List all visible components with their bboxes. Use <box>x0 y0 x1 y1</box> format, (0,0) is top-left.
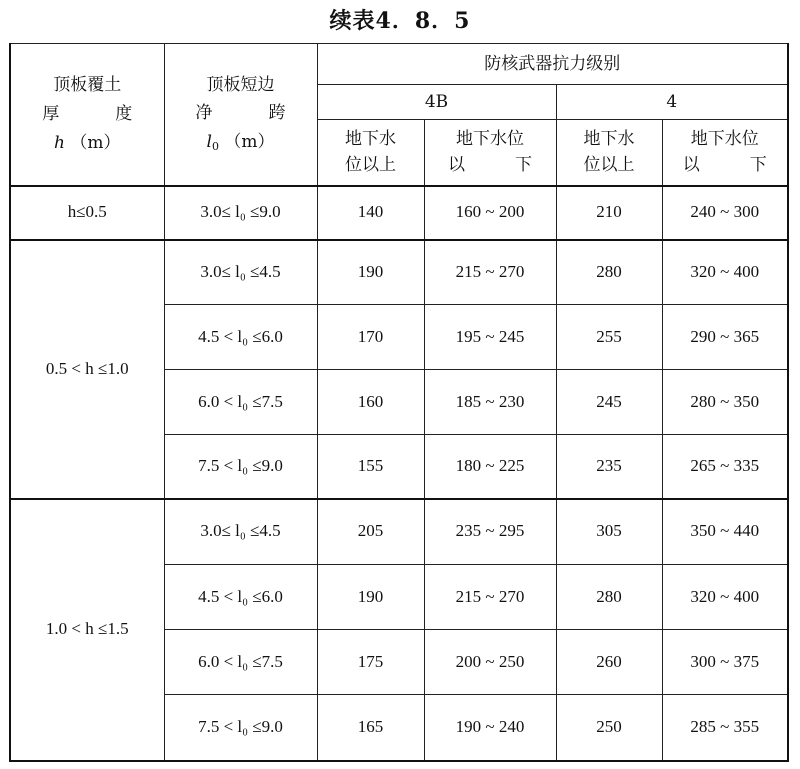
cell-value: 245 <box>556 370 662 435</box>
header-short-span: 顶板短边 净 跨 $l_0$ （m） <box>164 44 317 186</box>
cell-value: 210 <box>556 186 662 240</box>
cell-value: 305 <box>556 499 662 565</box>
cell-value: 235 <box>556 435 662 499</box>
cell-value: 240 ~ 300 <box>662 186 788 240</box>
cell-value: 215 ~ 270 <box>424 565 556 630</box>
cell-soil-thickness: 1.0 < h ≤1.5 <box>10 499 164 761</box>
cell-value: 190 ~ 240 <box>424 695 556 761</box>
cell-short-span: 3.0≤ l₀ ≤4.5 <box>164 240 317 305</box>
cell-short-span: 7.5 < l₀ ≤9.0 <box>164 695 317 761</box>
cell-value: 155 <box>317 435 424 499</box>
cell-value: 290 ~ 365 <box>662 305 788 370</box>
cell-soil-thickness: 0.5 < h ≤1.0 <box>10 240 164 499</box>
cell-short-span: 6.0 < l₀ ≤7.5 <box>164 370 317 435</box>
table-row <box>10 186 788 240</box>
cell-value: 190 <box>317 565 424 630</box>
header-level-4b: 4B <box>317 85 556 120</box>
cell-value: 300 ~ 375 <box>662 630 788 695</box>
cell-short-span: 7.5 < l₀ ≤9.0 <box>164 435 317 499</box>
cell-value: 350 ~ 440 <box>662 499 788 565</box>
cell-value: 320 ~ 400 <box>662 240 788 305</box>
cell-value: 165 <box>317 695 424 761</box>
cell-value: 170 <box>317 305 424 370</box>
cell-short-span: 3.0≤ l₀ ≤4.5 <box>164 499 317 565</box>
cell-value: 280 <box>556 565 662 630</box>
cell-value: 235 ~ 295 <box>424 499 556 565</box>
resistance-table <box>9 43 789 762</box>
header-4b-above-water: 地下水 位以上 <box>317 120 424 186</box>
cell-short-span: 6.0 < l₀ ≤7.5 <box>164 630 317 695</box>
header-4-below-water: 地下水位 以 下 <box>662 120 788 186</box>
cell-value: 160 <box>317 370 424 435</box>
cell-value: 260 <box>556 630 662 695</box>
cell-value: 205 <box>317 499 424 565</box>
cell-value: 180 ~ 225 <box>424 435 556 499</box>
cell-value: 185 ~ 230 <box>424 370 556 435</box>
cell-value: 280 ~ 350 <box>662 370 788 435</box>
table-title: 续表4．8．5 <box>329 8 471 34</box>
header-level-4: 4 <box>556 85 788 120</box>
table-row <box>10 499 788 565</box>
cell-value: 140 <box>317 186 424 240</box>
cell-value: 280 <box>556 240 662 305</box>
header-4-above-water: 地下水 位以上 <box>556 120 662 186</box>
cell-value: 160 ~ 200 <box>424 186 556 240</box>
header-resistance-level: 防核武器抗力级别 <box>317 44 788 85</box>
cell-soil-thickness: h≤0.5 <box>10 186 164 240</box>
cell-value: 250 <box>556 695 662 761</box>
cell-value: 175 <box>317 630 424 695</box>
cell-value: 200 ~ 250 <box>424 630 556 695</box>
cell-short-span: 4.5 < l₀ ≤6.0 <box>164 565 317 630</box>
cell-value: 255 <box>556 305 662 370</box>
header-4b-below-water: 地下水位 以 下 <box>424 120 556 186</box>
cell-short-span: 4.5 < l₀ ≤6.0 <box>164 305 317 370</box>
cell-value: 215 ~ 270 <box>424 240 556 305</box>
cell-value: 195 ~ 245 <box>424 305 556 370</box>
table-row <box>10 240 788 305</box>
cell-value: 320 ~ 400 <box>662 565 788 630</box>
cell-value: 285 ~ 355 <box>662 695 788 761</box>
cell-short-span: 3.0≤ l₀ ≤9.0 <box>164 186 317 240</box>
cell-value: 265 ~ 335 <box>662 435 788 499</box>
header-soil-thickness: 顶板覆土 厚 度 h （m） <box>10 44 164 186</box>
cell-value: 190 <box>317 240 424 305</box>
